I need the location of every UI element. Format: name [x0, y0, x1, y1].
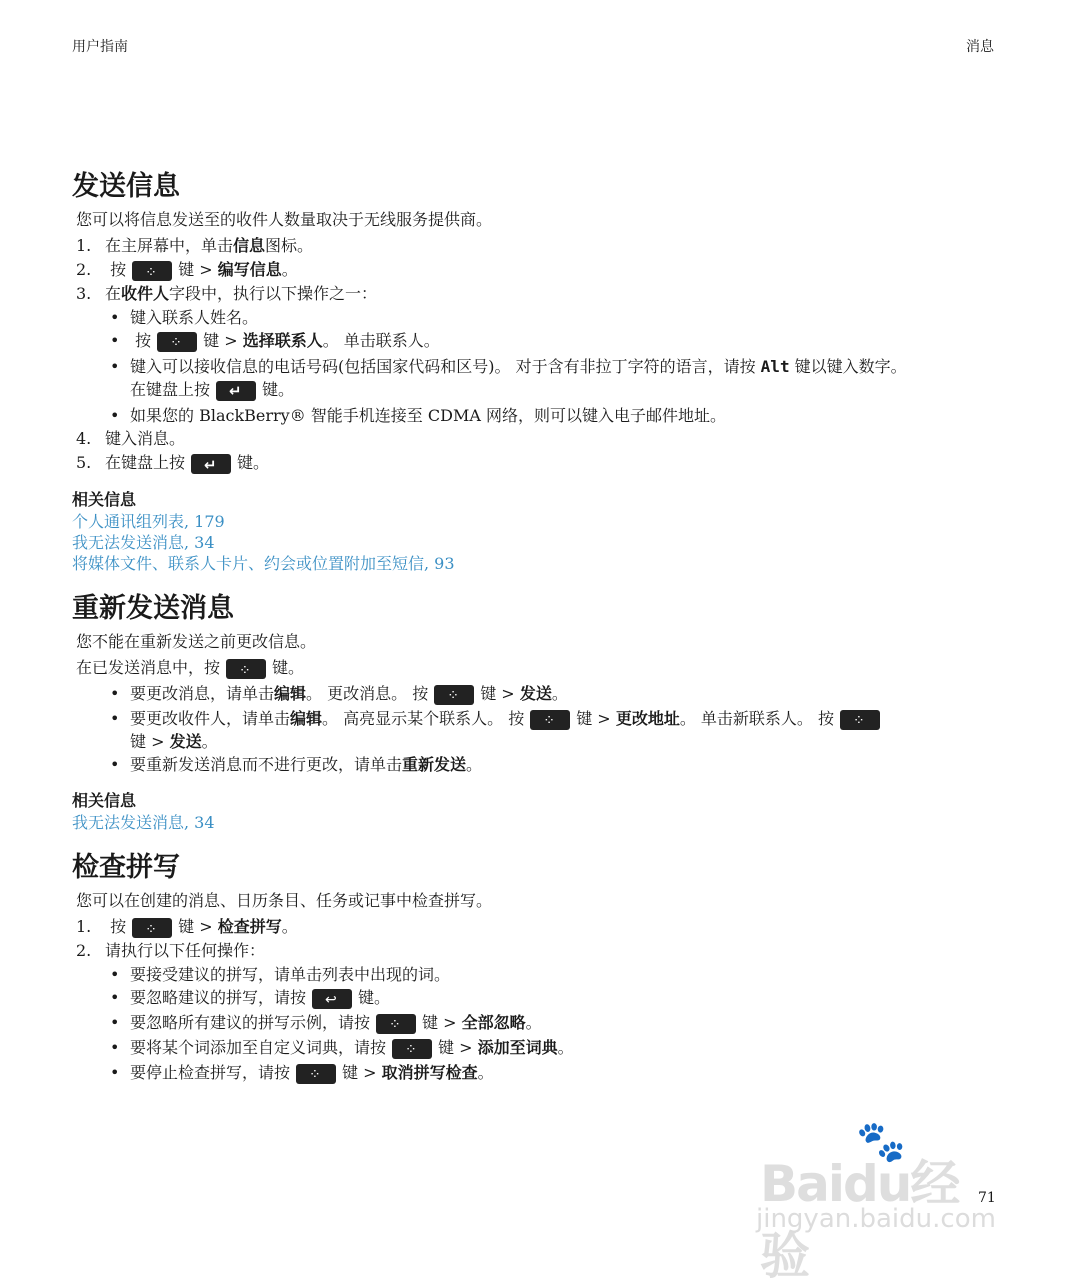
- header-section-title: 消息: [966, 39, 994, 55]
- section-resend-message: [72, 592, 1002, 833]
- watermark-url: jingyan.baidu.com: [756, 1204, 996, 1234]
- baidu-watermark: [756, 1119, 1006, 1285]
- step-1: [72, 915, 1002, 939]
- intro-text: [76, 656, 1002, 680]
- intro-part: 在已发送消息中，按: [76, 658, 221, 677]
- bullet-item: [72, 1036, 1002, 1059]
- menu-item-select-contact: 选择联系人: [242, 331, 323, 350]
- step-number: 5.: [76, 453, 92, 472]
- bullet-item: [72, 753, 1002, 776]
- bullet-text: 要停止检查拼写，请按: [130, 1063, 291, 1082]
- menu-key-icon: [296, 1064, 336, 1084]
- enter-key-icon: [216, 381, 256, 401]
- bullet-text: 。: [466, 755, 483, 774]
- step-4: [72, 427, 1002, 451]
- menu-key-icon: [434, 685, 474, 705]
- step-number: 2.: [76, 260, 92, 279]
- bullet-dot: •: [110, 1013, 120, 1032]
- menu-key-icon: [392, 1039, 432, 1059]
- menu-item-change-address: 更改地址: [615, 709, 680, 728]
- messages-icon-label: 信息: [233, 236, 266, 255]
- menu-key-icon: [376, 1014, 416, 1034]
- step-text: 图标。: [265, 236, 314, 255]
- paw-icon: 🐾: [856, 1119, 906, 1165]
- bullet-text: 键入可以接收信息的电话号码(包括国家代码和区号)。 对于含有非拉丁字符的语言，请按: [130, 357, 756, 376]
- step-text: 字段中，执行以下操作之一：: [169, 284, 378, 303]
- page-number: 71: [978, 1190, 996, 1206]
- bullet-text: 键。: [358, 988, 391, 1007]
- menu-key-icon: [530, 710, 570, 730]
- menu-item-send: 发送: [169, 732, 202, 751]
- bullet-item: [72, 682, 1002, 705]
- menu-item-add-to-dictionary: 添加至词典: [477, 1038, 558, 1057]
- intro-part: 键。: [272, 658, 305, 677]
- intro-text: 您不能在重新发送之前更改信息。: [76, 632, 317, 651]
- step-number: 3.: [76, 284, 92, 303]
- escape-key-icon: [312, 989, 352, 1009]
- bullet-item: [72, 329, 1002, 352]
- bullet-text: 要将某个词添加至自定义词典，请按: [130, 1038, 387, 1057]
- bullet-text: 。: [201, 732, 218, 751]
- bullet-text: 键入联系人姓名。: [130, 308, 259, 327]
- related-info-heading: 相关信息: [72, 490, 137, 509]
- step-3: [72, 282, 1002, 306]
- bullet-text: 要更改消息，请单击: [130, 684, 275, 703]
- menu-key-icon: [132, 261, 172, 281]
- alt-key-label: Alt: [760, 357, 790, 376]
- bullet-text: 键 >: [422, 1013, 457, 1032]
- step-text: 在主屏幕中，单击: [105, 236, 234, 255]
- bullet-dot: •: [110, 988, 120, 1007]
- step-2: [72, 258, 1002, 282]
- related-info-heading: 相关信息: [72, 791, 137, 810]
- bullet-text: 要更改收件人，请单击: [130, 709, 291, 728]
- bullet-dot: •: [110, 709, 120, 728]
- header-guide-title: 用户指南: [72, 39, 128, 55]
- bullet-text: 要接受建议的拼写，请单击列表中出现的词。: [130, 965, 451, 984]
- bullet-item: [72, 1061, 1002, 1084]
- bullet-text: 键以键入数字。: [794, 357, 907, 376]
- field-to-label: 收件人: [121, 284, 170, 303]
- bullet-text: 要忽略建议的拼写，请按: [130, 988, 307, 1007]
- bullet-text: 。: [477, 1063, 494, 1082]
- step-text: 键 >: [178, 917, 213, 936]
- menu-item-edit: 编辑: [274, 684, 307, 703]
- bullet-text: 键 >: [203, 331, 238, 350]
- bullet-dot: •: [110, 406, 120, 425]
- main-content: [72, 170, 1002, 1102]
- menu-key-icon: [226, 659, 266, 679]
- menu-item-cancel-spell-check: 取消拼写检查: [381, 1063, 478, 1082]
- section-title: 检查拼写: [72, 852, 180, 883]
- bullet-item: [72, 1011, 1002, 1034]
- step-text: 键 >: [178, 260, 213, 279]
- bullet-item: [72, 707, 1002, 753]
- step-number: 1.: [76, 917, 92, 936]
- menu-item-ignore-all: 全部忽略: [461, 1013, 526, 1032]
- bullet-text: 键 >: [342, 1063, 377, 1082]
- bullet-dot: •: [110, 357, 120, 376]
- bullet-text: 在键盘上按: [130, 380, 211, 399]
- bullet-text: 要忽略所有建议的拼写示例，请按: [130, 1013, 371, 1032]
- bullet-dot: •: [110, 1063, 120, 1082]
- intro-text: 您可以在创建的消息、日历条目、任务或记事中检查拼写。: [76, 891, 493, 910]
- menu-item-compose: 编写信息: [217, 260, 282, 279]
- related-link[interactable]: 我无法发送消息, 34: [72, 533, 215, 552]
- step-2: [72, 939, 1002, 963]
- bullet-text: 。 单击新联系人。 按: [679, 709, 835, 728]
- step-1: [72, 234, 1002, 258]
- step-text: 。: [281, 917, 298, 936]
- intro-text: 您可以将信息发送至的收件人数量取决于无线服务提供商。: [76, 210, 493, 229]
- step-text: 在键盘上按: [105, 453, 186, 472]
- step-number: 1.: [76, 236, 92, 255]
- step-text: 按: [110, 260, 127, 279]
- bullet-text: 键。: [262, 380, 295, 399]
- bullet-text: 键 >: [438, 1038, 473, 1057]
- bullet-text: 。 高亮显示某个联系人。 按: [322, 709, 525, 728]
- step-text: 键入消息。: [105, 429, 186, 448]
- bullet-text: 。 更改消息。 按: [306, 684, 429, 703]
- bullet-text: 。: [557, 1038, 574, 1057]
- step-text: 在: [105, 284, 122, 303]
- section-check-spelling: [72, 851, 1002, 1084]
- step-5: [72, 451, 1002, 475]
- menu-item-edit: 编辑: [290, 709, 323, 728]
- enter-key-icon: [191, 454, 231, 474]
- step-number: 2.: [76, 941, 92, 960]
- bullet-dot: •: [110, 755, 120, 774]
- bullet-text: 要重新发送消息而不进行更改，请单击: [130, 755, 403, 774]
- bullet-dot: •: [110, 1038, 120, 1057]
- bullet-item: [72, 963, 1002, 986]
- bullet-item: [72, 355, 1002, 401]
- step-text: 请执行以下任何操作：: [105, 941, 266, 960]
- menu-item-resend: 重新发送: [402, 755, 467, 774]
- section-title: 发送信息: [72, 171, 180, 202]
- section-title: 重新发送消息: [72, 593, 234, 624]
- bullet-item: [72, 986, 1002, 1009]
- bullet-text: 键 >: [576, 709, 611, 728]
- bullet-text: 键 >: [130, 732, 165, 751]
- step-text: 。: [281, 260, 298, 279]
- bullet-text: 键 >: [480, 684, 515, 703]
- step-number: 4.: [76, 429, 92, 448]
- bullet-text: 如果您的 BlackBerry® 智能手机连接至 CDMA 网络，则可以键入电子邮件地址。: [130, 406, 726, 425]
- menu-item-send: 发送: [519, 684, 552, 703]
- menu-item-check-spelling: 检查拼写: [217, 917, 282, 936]
- step-text: 按: [110, 917, 127, 936]
- related-link[interactable]: 个人通讯组列表, 179: [72, 512, 225, 531]
- menu-key-icon: [132, 918, 172, 938]
- watermark-logo-text: Baidu经验: [760, 1155, 959, 1285]
- bullet-dot: •: [110, 331, 120, 350]
- menu-key-icon: [157, 332, 197, 352]
- section-send-message: [72, 170, 1002, 574]
- step-text: 键。: [237, 453, 270, 472]
- bullet-text: 按: [135, 331, 152, 350]
- bullet-text: 。 单击联系人。: [322, 331, 440, 350]
- bullet-item: [72, 404, 1002, 427]
- bullet-dot: •: [110, 684, 120, 703]
- menu-key-icon: [840, 710, 880, 730]
- related-link[interactable]: 我无法发送消息, 34: [72, 813, 215, 832]
- related-link[interactable]: 将媒体文件、联系人卡片、约会或位置附加至短信, 93: [72, 554, 455, 573]
- bullet-item: [72, 306, 1002, 329]
- bullet-text: 。: [551, 684, 568, 703]
- bullet-dot: •: [110, 965, 120, 984]
- bullet-text: 。: [525, 1013, 542, 1032]
- bullet-dot: •: [110, 308, 120, 327]
